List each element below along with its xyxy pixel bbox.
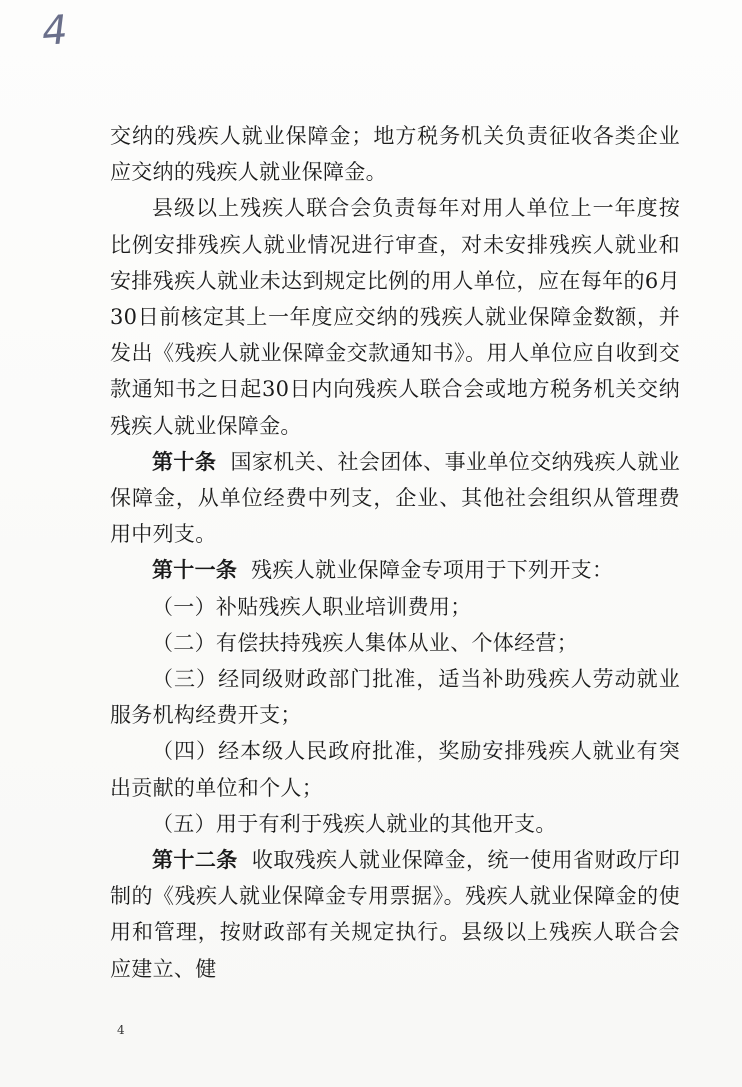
paragraph-0	[110, 118, 680, 190]
paragraph-text: （三）经同级财政部门批准，适当补助残疾人劳动就业服务机构经费开支；	[110, 667, 680, 728]
article-heading: 第十二条	[152, 847, 238, 873]
article-12	[110, 842, 680, 987]
paragraph-text: 收取残疾人就业保障金，统一使用省财政厅印制的《残疾人就业保障金专用票据》。残疾人就业保障金的使用和管理，按财政部有关规定执行。县级以上残疾人联合会应建立、健	[110, 848, 681, 981]
paragraph-text: 交纳的残疾人就业保障金；地方税务机关负责征收各类企业应交纳的残疾人就业保障金。	[110, 124, 680, 185]
article-heading: 第十条	[152, 448, 217, 474]
article-heading: 第十一条	[152, 557, 238, 583]
list-item-5	[110, 806, 680, 842]
paragraph-text: （四）经本级人民政府批准，奖励安排残疾人就业有突出贡献的单位和个人；	[110, 739, 680, 800]
list-item-2	[110, 625, 680, 661]
paragraph-1	[110, 190, 680, 443]
paragraph-text: 县级以上残疾人联合会负责每年对用人单位上一年度按比例安排残疾人就业情况进行审查，对未安排残疾人就业和安排残疾人就业未达到规定比例的用人单位，应在每年的6月30日前核定其上一年度应交纳的残疾人就业保障金数额，并发出《残疾人就业保障金交款通知书》。用人单位应自收到交款通知书之日起30日内向残疾人联合会或地方税务机关交纳残疾人就业保障金。	[110, 196, 680, 438]
list-item-3	[110, 661, 680, 733]
paragraph-text: （二）有偿扶持残疾人集体从业、个体经营；	[152, 630, 578, 655]
paragraph-text: （一）补贴残疾人职业培训费用；	[152, 594, 472, 619]
article-10	[110, 444, 680, 553]
document-body	[110, 118, 680, 987]
paragraph-text: （五）用于有利于残疾人就业的其他开支。	[152, 811, 557, 836]
list-item-1	[110, 589, 680, 625]
paragraph-text: 国家机关、社会团体、事业单位交纳残疾人就业保障金，从单位经费中列支，企业、其他社会组织从管理费用中列支。	[110, 449, 680, 547]
paragraph-text: 残疾人就业保障金专项用于下列开支：	[251, 558, 614, 583]
list-item-4	[110, 733, 680, 805]
article-11	[110, 552, 680, 588]
handwritten-page-mark: 4	[40, 7, 70, 55]
page-number: 4	[117, 1023, 125, 1037]
